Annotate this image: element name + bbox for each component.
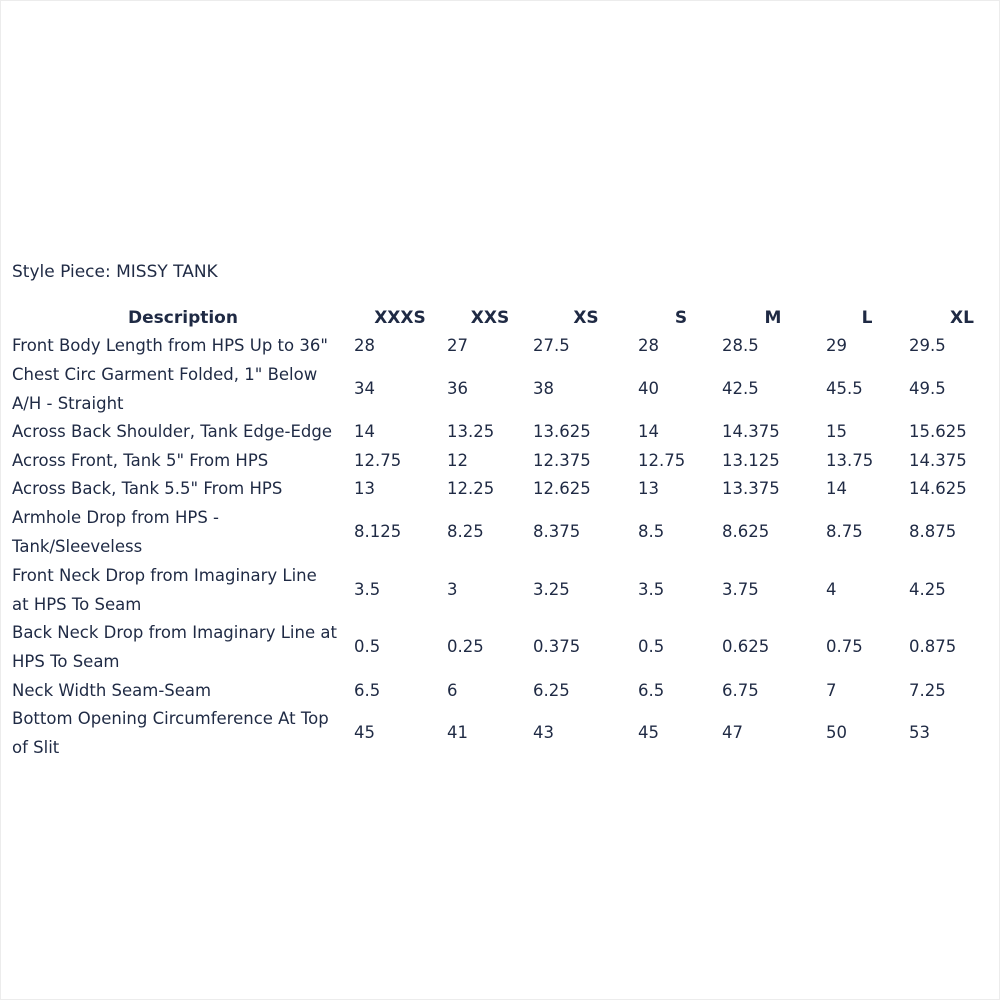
row-description: Back Neck Drop from Imaginary Line at bbox=[12, 623, 337, 642]
cell-value: 13 bbox=[354, 479, 375, 498]
cell-value: 45 bbox=[638, 723, 659, 743]
row-description: Tank/Sleeveless bbox=[12, 536, 143, 556]
row-description: HPS To Seam bbox=[12, 651, 120, 671]
cell-value: 13 bbox=[638, 479, 659, 498]
row-description: Front Body Length from HPS Up to 36" bbox=[12, 336, 328, 355]
column-header-xs: XS bbox=[573, 308, 599, 328]
row-description: Across Back Shoulder, Tank Edge-Edge bbox=[12, 422, 333, 441]
cell-value: 12 bbox=[447, 451, 468, 470]
cell-value: 0.25 bbox=[447, 637, 484, 657]
cell-value: 7.25 bbox=[909, 681, 946, 700]
cell-value: 0.875 bbox=[909, 637, 957, 657]
cell-value: 3.75 bbox=[722, 580, 759, 600]
cell-value: 14.625 bbox=[909, 479, 967, 498]
cell-value: 0.5 bbox=[638, 637, 665, 657]
cell-value: 14 bbox=[826, 479, 847, 498]
cell-value: 28 bbox=[354, 336, 375, 355]
cell-value: 12.75 bbox=[354, 451, 402, 470]
cell-value: 42.5 bbox=[722, 379, 759, 399]
cell-value: 0.625 bbox=[722, 637, 770, 657]
cell-value: 13.625 bbox=[533, 422, 591, 441]
cell-value: 45 bbox=[354, 723, 375, 743]
row-description: Armhole Drop from HPS - bbox=[12, 508, 219, 527]
cell-value: 43 bbox=[533, 723, 554, 743]
cell-value: 0.5 bbox=[354, 637, 381, 657]
cell-value: 8.875 bbox=[909, 522, 957, 542]
row-description: A/H - Straight bbox=[12, 393, 124, 413]
cell-value: 12.375 bbox=[533, 451, 591, 470]
column-header-xxxs: XXXS bbox=[374, 308, 426, 328]
cell-value: 6.5 bbox=[638, 681, 665, 700]
row-description: Across Back, Tank 5.5" From HPS bbox=[12, 479, 283, 498]
cell-value: 4 bbox=[826, 580, 837, 600]
cell-value: 12.625 bbox=[533, 479, 591, 498]
cell-value: 7 bbox=[826, 681, 837, 700]
row-description: of Slit bbox=[12, 737, 60, 757]
column-header-xxs: XXS bbox=[470, 308, 510, 328]
cell-value: 49.5 bbox=[909, 379, 946, 399]
cell-value: 12.75 bbox=[638, 451, 686, 470]
column-header-s: S bbox=[674, 308, 688, 328]
cell-value: 3.5 bbox=[354, 580, 381, 600]
column-header-xl: XL bbox=[950, 308, 974, 328]
cell-value: 36 bbox=[447, 379, 468, 399]
cell-value: 8.25 bbox=[447, 522, 484, 542]
cell-value: 15.625 bbox=[909, 422, 967, 441]
cell-value: 0.75 bbox=[826, 637, 863, 657]
cell-value: 8.125 bbox=[354, 522, 402, 542]
cell-value: 0.375 bbox=[533, 637, 581, 657]
row-description: Bottom Opening Circumference At Top bbox=[12, 709, 329, 728]
cell-value: 50 bbox=[826, 723, 847, 743]
row-description: Across Front, Tank 5" From HPS bbox=[12, 451, 269, 470]
cell-value: 13.25 bbox=[447, 422, 495, 441]
cell-value: 40 bbox=[638, 379, 659, 399]
cell-value: 15 bbox=[826, 422, 847, 441]
cell-value: 27.5 bbox=[533, 336, 570, 355]
cell-value: 47 bbox=[722, 723, 743, 743]
cell-value: 8.375 bbox=[533, 522, 581, 542]
cell-value: 45.5 bbox=[826, 379, 863, 399]
cell-value: 12.25 bbox=[447, 479, 495, 498]
cell-value: 13.375 bbox=[722, 479, 780, 498]
cell-value: 3.25 bbox=[533, 580, 570, 600]
cell-value: 13.75 bbox=[826, 451, 874, 470]
cell-value: 14 bbox=[354, 422, 375, 441]
cell-value: 14 bbox=[638, 422, 659, 441]
cell-value: 14.375 bbox=[909, 451, 967, 470]
column-header-description: Description bbox=[128, 308, 238, 328]
cell-value: 3.5 bbox=[638, 580, 665, 600]
cell-value: 6.5 bbox=[354, 681, 381, 700]
cell-value: 14.375 bbox=[722, 422, 780, 441]
row-description: Front Neck Drop from Imaginary Line bbox=[12, 566, 317, 585]
cell-value: 34 bbox=[354, 379, 375, 399]
cell-value: 13.125 bbox=[722, 451, 780, 470]
cell-value: 27 bbox=[447, 336, 468, 355]
cell-value: 6.25 bbox=[533, 681, 570, 700]
cell-value: 41 bbox=[447, 723, 468, 743]
cell-value: 29 bbox=[826, 336, 847, 355]
style-piece-title: Style Piece: MISSY TANK bbox=[12, 262, 218, 282]
column-header-l: L bbox=[861, 308, 873, 328]
cell-value: 8.75 bbox=[826, 522, 863, 542]
cell-value: 28.5 bbox=[722, 336, 759, 355]
cell-value: 6 bbox=[447, 681, 458, 700]
cell-value: 8.625 bbox=[722, 522, 770, 542]
row-description: Chest Circ Garment Folded, 1" Below bbox=[12, 365, 318, 384]
cell-value: 4.25 bbox=[909, 580, 946, 600]
column-header-m: M bbox=[764, 308, 782, 328]
row-description: Neck Width Seam-Seam bbox=[12, 681, 212, 700]
cell-value: 3 bbox=[447, 580, 458, 600]
cell-value: 29.5 bbox=[909, 336, 946, 355]
cell-value: 53 bbox=[909, 723, 930, 743]
cell-value: 38 bbox=[533, 379, 554, 399]
row-description: at HPS To Seam bbox=[12, 594, 142, 614]
cell-value: 28 bbox=[638, 336, 659, 355]
cell-value: 6.75 bbox=[722, 681, 759, 700]
cell-value: 8.5 bbox=[638, 522, 665, 542]
